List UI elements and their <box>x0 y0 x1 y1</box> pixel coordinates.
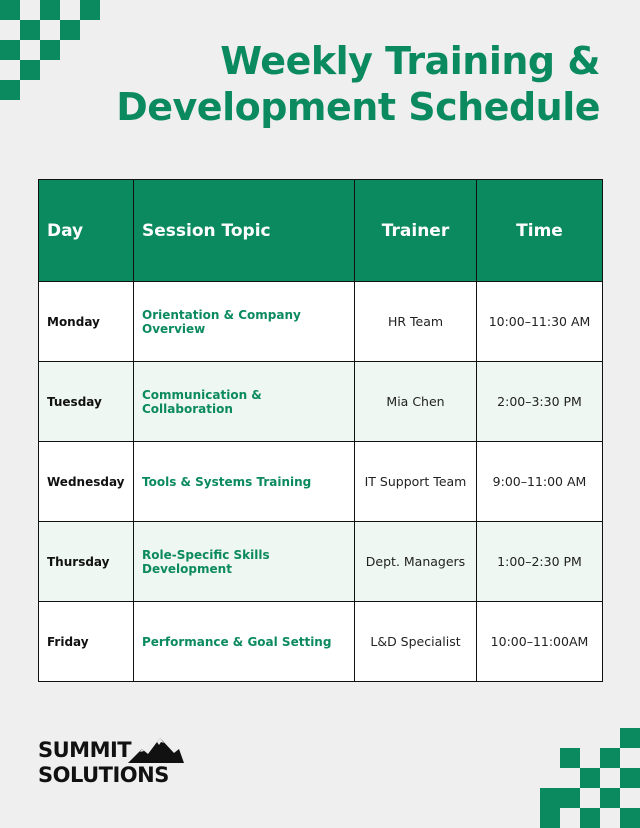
table-row <box>39 282 603 362</box>
cell-day: Tuesday <box>39 362 134 442</box>
table-row <box>39 522 603 602</box>
cell-session-topic: Communication & Collaboration <box>134 362 355 442</box>
cell-trainer: HR Team <box>355 282 477 362</box>
logo-text-line-1: SUMMIT <box>38 738 132 762</box>
cell-time: 2:00–3:30 PM <box>477 362 603 442</box>
cell-day: Friday <box>39 602 134 682</box>
checker-pattern-top-left <box>0 0 100 100</box>
cell-day: Monday <box>39 282 134 362</box>
header-time: Time <box>477 180 603 282</box>
schedule-table <box>38 179 603 682</box>
cell-trainer: Mia Chen <box>355 362 477 442</box>
header-trainer: Trainer <box>355 180 477 282</box>
header-session-topic: Session Topic <box>134 180 355 282</box>
cell-time: 9:00–11:00 AM <box>477 442 603 522</box>
table-header-row <box>39 180 603 282</box>
cell-time: 10:00–11:30 AM <box>477 282 603 362</box>
header-day: Day <box>39 180 134 282</box>
checker-pattern-bottom-right <box>540 728 640 828</box>
table-row <box>39 442 603 522</box>
mountain-icon <box>128 736 184 764</box>
page-title-line-2: Development Schedule <box>116 85 600 129</box>
table-row <box>39 602 603 682</box>
page-title <box>116 38 600 130</box>
cell-session-topic: Performance & Goal Setting <box>134 602 355 682</box>
cell-trainer: IT Support Team <box>355 442 477 522</box>
cell-trainer: L&D Specialist <box>355 602 477 682</box>
logo-text-line-2: SOLUTIONS <box>38 763 169 787</box>
cell-session-topic: Orientation & Company Overview <box>134 282 355 362</box>
cell-day: Wednesday <box>39 442 134 522</box>
cell-time: 10:00–11:00AM <box>477 602 603 682</box>
company-logo <box>38 736 198 792</box>
table-row <box>39 362 603 442</box>
cell-day: Thursday <box>39 522 134 602</box>
cell-trainer: Dept. Managers <box>355 522 477 602</box>
cell-session-topic: Role-Specific Skills Development <box>134 522 355 602</box>
page-title-line-1: Weekly Training & <box>220 39 600 83</box>
cell-time: 1:00–2:30 PM <box>477 522 603 602</box>
cell-session-topic: Tools & Systems Training <box>134 442 355 522</box>
